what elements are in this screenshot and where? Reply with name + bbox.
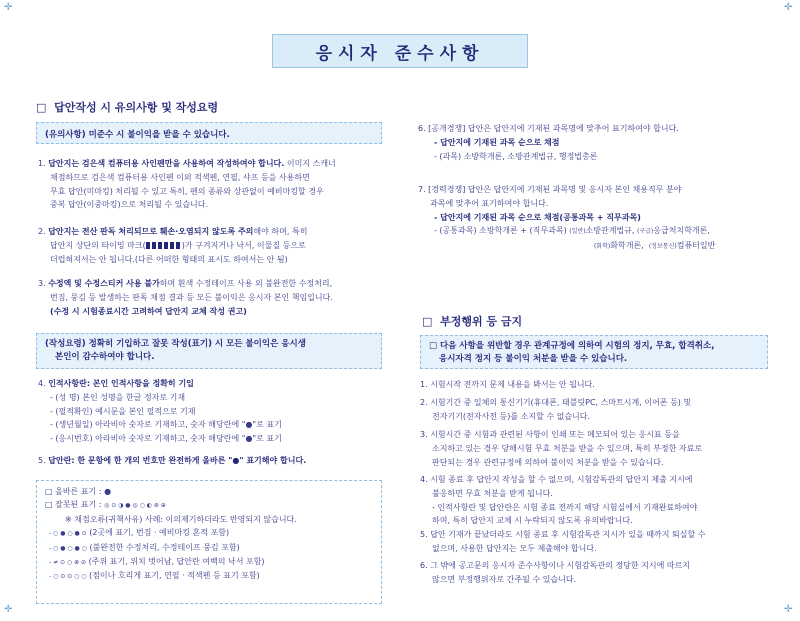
notice-instructions-line1: (작성요령) 정확히 기입하고 잘못 작성(표기) 시 모든 불이익은 응시생 [45, 339, 306, 349]
right-section-heading [422, 313, 522, 329]
notice-instructions-line2: 본인이 감수하여야 합니다. [55, 352, 155, 362]
misconduct-item-4: 4. 시험 종료 후 답안지 작성을 할 수 없으며, 시험감독관의 답안지 제출 지시에 불응하면 무효 처분을 받게 됩니다. - 인적사항란 및 답안란은 시험 종료 전까지 해당 시험실에서 기재완료하여야 하며, 특히 답안지 교체 시 누락되지 않도록 유의바랍니다. [420, 475, 698, 526]
misconduct-notice-line2: 응시자격 정지 등 불이익 처분을 받을 수 있습니다. [439, 353, 628, 364]
misconduct-notice [420, 335, 768, 369]
notice-precautions [36, 122, 382, 144]
misconduct-item-2: 2. 시험기간 중 일체의 통신기기(휴대폰, 태블릿PC, 스마트시계, 이어폰 등) 및 전자기기(전자사전 등)를 소지할 수 없습니다. [420, 398, 692, 421]
misconduct-item-1: 1. 시험시작 전까지 문제 내용을 봐서는 안 됩니다. [420, 380, 595, 389]
right-item-6: 6. [공개경쟁] 답안은 답안지에 기재된 과목명에 맞추어 표기하여야 합니다. - 답안지에 기재된 과목 순으로 채점 - (과목) 소방학개론, 소방관계법규, 행정법총론 [418, 124, 679, 161]
square-bullet-icon: □ [36, 101, 47, 114]
misconduct-item-5: 5. 답안 기재가 끝났더라도 시험 종료 후 시험감독관 지시가 있을 때까지 퇴실할 수 없으며, 사용한 답안지는 모두 제출해야 합니다. [420, 530, 706, 553]
square-bullet-icon: □ [422, 315, 433, 328]
page-title: 응시자 준수사항 [315, 43, 485, 64]
marking-case-1: - ○ ● ○ ● ⊙ (2곳에 표기, 번짐 · 예비마킹 흔적 포함) [49, 528, 230, 538]
marking-case-4: - ○ ⊙ ⊙ ○ ○ (점이나 흐리게 표기, 연필 · 적색펜 등 표기 포함) [49, 571, 260, 581]
crop-mark-bottom-right: ✛ [784, 604, 793, 615]
crop-mark-top-right: ✛ [784, 2, 793, 13]
left-section-title: 답안작성 시 유의사항 및 작성요령 [54, 101, 219, 114]
misconduct-item-3: 3. 시험시간 중 시험과 관련된 사항이 인쇄 또는 메모되어 있는 응시표 등을 소지하고 있는 경우 당해시험 무효 처분을 받을 수 있으며, 특히 부정한 자료로 판단되는 경우 관련규정에 의하여 불이익 처분을 받을 수 있습니다. [420, 430, 703, 467]
crop-mark-bottom-left: ✛ [4, 604, 13, 615]
notice-instructions [36, 333, 382, 369]
wrong-marking-row: □ 잘못된 표기 : ◎ ⊙ ◑ ● ◎ ○ ◐ ⊛ ⊕ [45, 500, 166, 510]
marking-examples-box [36, 480, 382, 604]
wrong-marking-symbols: ◎ ⊙ ◑ ● ◎ ○ ◐ ⊛ ⊕ [104, 502, 166, 510]
misconduct-notice-line1: □ 다음 사항을 위반할 경우 관계규정에 의하여 시험의 정지, 무효, 합격취소, [429, 341, 715, 351]
correct-marking-row: □ 올바른 표기 : ● [45, 487, 112, 496]
misconduct-item-6: 6. 그 밖에 공고문의 응시자 준수사항이나 시험감독관의 정당한 지시에 따르지 않으면 부정행위자로 간주될 수 있습니다. [420, 561, 691, 584]
left-item-1: 1. 답안지는 검은색 컴퓨터용 사인펜만을 사용하여 작성하여야 합니다. 이미지 스캐너 채점하므로 검은색 컴퓨터용 사인펜 이외 적색펜, 연필, 샤프 등을 사용하면 무효 답안(미마킹) 처리될 수 있고 특히, 펜의 종류와 상관없이 예비마킹할 경우 중복 답안(이중마킹)으로 처리될 수 있습니다. [38, 159, 336, 210]
title-banner [272, 34, 528, 68]
notice-precautions-text: (유의사항) 미준수 시 불이익을 받을 수 있습니다. [45, 130, 230, 140]
marking-error-note: ※ 채점오류(귀책사유) 사례: 이의제기하더라도 반영되지 않습니다. [65, 514, 297, 524]
timing-mark-icon [146, 241, 182, 250]
right-item-7: 7. [경력경쟁] 답안은 답안지에 기재된 과목명 및 응시자 본인 채용직무 분야 과목에 맞추어 표기하여야 합니다. - 답안지에 기재된 과목 순으로 채점(공통과목 + 직무과목) - (공통과목) 소방학개론 + (직무과목) (일반)소방관계법규, (구급)응급처치학개론, (화학)화학개론, (정보통신)컴퓨터일반 [418, 185, 716, 251]
crop-mark-top-left: ✛ [4, 2, 13, 13]
left-item-4: 4. 인적사항란: 본인 인적사항을 정확히 기입 - (성 명) 본인 성명을 한글 정자로 기재 - (필적확인) 예시문을 본인 필적으로 기재 - (생년월일) 아라비아 숫자로 기재하고, 숫자 해당란에 "●"로 표기 - (응시번호) 아라비아 숫자로 기재하고, 숫자 해당란에 "●"로 표기 [38, 379, 282, 444]
left-section-heading [36, 99, 218, 115]
marking-case-3: - ≠ ⊙ ○ ⊗ ⊘ (주위 표기, 위치 벗어남, 답안란 여백의 낙서 포함) [49, 557, 265, 567]
left-item-5: 5. 답안란: 한 문항에 한 개의 번호만 완전하게 올바른 "●" 표기해야 합니다. [38, 456, 307, 465]
left-item-2: 2. 답안지는 전산 판독 처리되므로 훼손·오염되지 않도록 주의해야 하며, 특히 답안지 상단의 타이밍 마크( )가 구겨지거나 낙서, 이물질 등으로 더럽혀져서는 안 됩니다.(다른 어떠한 형태의 표시도 하여서는 안 됨) [38, 227, 308, 264]
left-item-3: 3. 수정액 및 수정스티커 사용 불가하며 흰색 수정테이프 사용 외 불완전한 수정처리, 번짐, 뭉김 등 발생하는 판독 채점 결과 등 모든 불이익은 응시자 본인 책임입니다. (수정 시 시험종료시간 고려하여 답안지 교체 작성 권고) [38, 279, 333, 316]
right-section-title: 부정행위 등 금지 [440, 315, 523, 328]
marking-case-2: - ○ ● ○ ● ○ (불완전한 수정처리, 수정테이프 뭉김 포함) [49, 542, 240, 552]
